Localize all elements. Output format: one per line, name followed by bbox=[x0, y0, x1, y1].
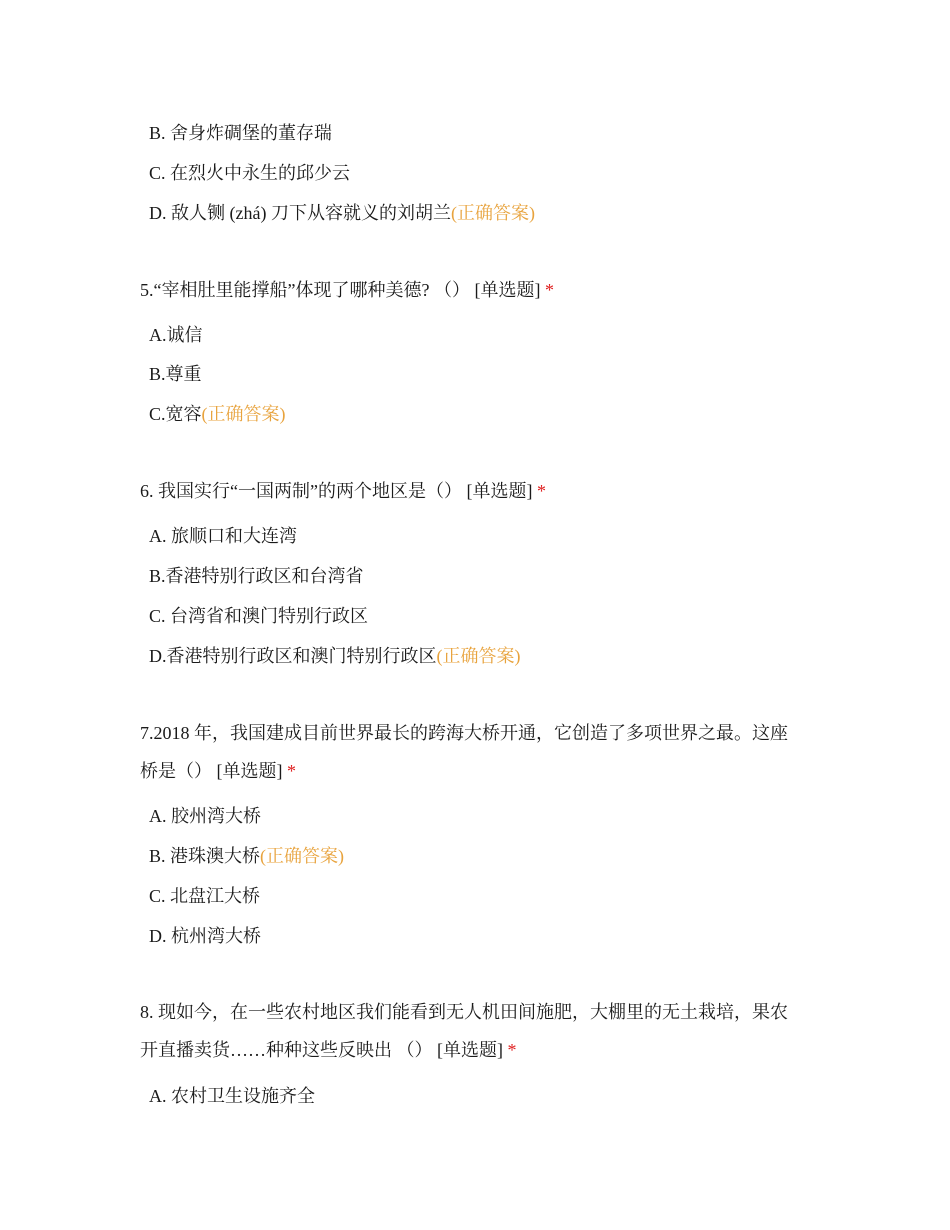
q7-title-line2 bbox=[140, 759, 296, 783]
correct-answer-mark: (正确答案) bbox=[450, 203, 535, 223]
option-text: D.香港特别行政区和澳门特别行政区 bbox=[149, 646, 437, 666]
option-text: A.诚信 bbox=[149, 325, 203, 345]
q6-option-c bbox=[149, 604, 368, 628]
question-text: 5.“宰相肚里能撑船”体现了哪种美德? （） [单选题] bbox=[140, 280, 541, 300]
q7-option-c bbox=[149, 884, 260, 908]
correct-answer-mark: (正确答案) bbox=[201, 404, 286, 424]
q4-option-d bbox=[149, 201, 535, 225]
option-text: B.尊重 bbox=[149, 364, 202, 384]
q6-option-d bbox=[149, 644, 521, 668]
q6-option-a bbox=[149, 524, 297, 548]
required-mark: * bbox=[287, 761, 296, 781]
q7-title-line1 bbox=[140, 721, 788, 745]
question-text: 7.2018 年，我国建成目前世界最长的跨海大桥开通，它创造了多项世界之最。这座 bbox=[140, 723, 788, 743]
q8-option-a bbox=[149, 1084, 315, 1108]
question-text: 开直播卖货……种种这些反映出 （） [单选题] bbox=[140, 1040, 503, 1060]
option-text: B.香港特别行政区和台湾省 bbox=[149, 566, 364, 586]
option-text: D. 杭州湾大桥 bbox=[149, 926, 261, 946]
question-text: 8. 现如今，在一些农村地区我们能看到无人机田间施肥，大棚里的无土栽培，果农 bbox=[140, 1002, 788, 1022]
option-text: A. 旅顺口和大连湾 bbox=[149, 526, 297, 546]
q6-option-b bbox=[149, 564, 364, 588]
correct-answer-mark: (正确答案) bbox=[260, 846, 345, 866]
option-text: C. 在烈火中永生的邱少云 bbox=[149, 163, 351, 183]
q7-option-d bbox=[149, 924, 261, 948]
q7-option-b bbox=[149, 844, 344, 868]
q4-option-c bbox=[149, 161, 350, 185]
q7-option-a bbox=[149, 804, 261, 828]
option-text: C. 北盘江大桥 bbox=[149, 886, 261, 906]
q5-option-c bbox=[149, 402, 286, 426]
question-text: 桥是（） [单选题] bbox=[140, 761, 283, 781]
q5-title bbox=[140, 278, 554, 302]
option-text: B. 港珠澳大桥 bbox=[149, 846, 261, 866]
option-text: C. 台湾省和澳门特别行政区 bbox=[149, 606, 369, 626]
q5-option-a bbox=[149, 323, 203, 347]
option-text: A. 农村卫生设施齐全 bbox=[149, 1086, 315, 1106]
required-mark: * bbox=[544, 280, 554, 300]
q8-title-line1 bbox=[140, 1000, 788, 1024]
q8-title-line2 bbox=[140, 1038, 517, 1062]
q6-title bbox=[140, 479, 546, 503]
required-mark: * bbox=[536, 481, 546, 501]
option-text: A. 胶州湾大桥 bbox=[149, 806, 261, 826]
option-text: C.宽容 bbox=[149, 404, 202, 424]
option-text: D. 敌人铡 (zhá) 刀下从容就义的刘胡兰 bbox=[149, 203, 451, 223]
option-text: B. 舍身炸碉堡的董存瑞 bbox=[149, 123, 333, 143]
correct-answer-mark: (正确答案) bbox=[436, 646, 521, 666]
question-text: 6. 我国实行“一国两制”的两个地区是（） [单选题] bbox=[140, 481, 533, 501]
q4-option-b bbox=[149, 121, 332, 145]
required-mark: * bbox=[507, 1040, 517, 1060]
q5-option-b bbox=[149, 362, 202, 386]
